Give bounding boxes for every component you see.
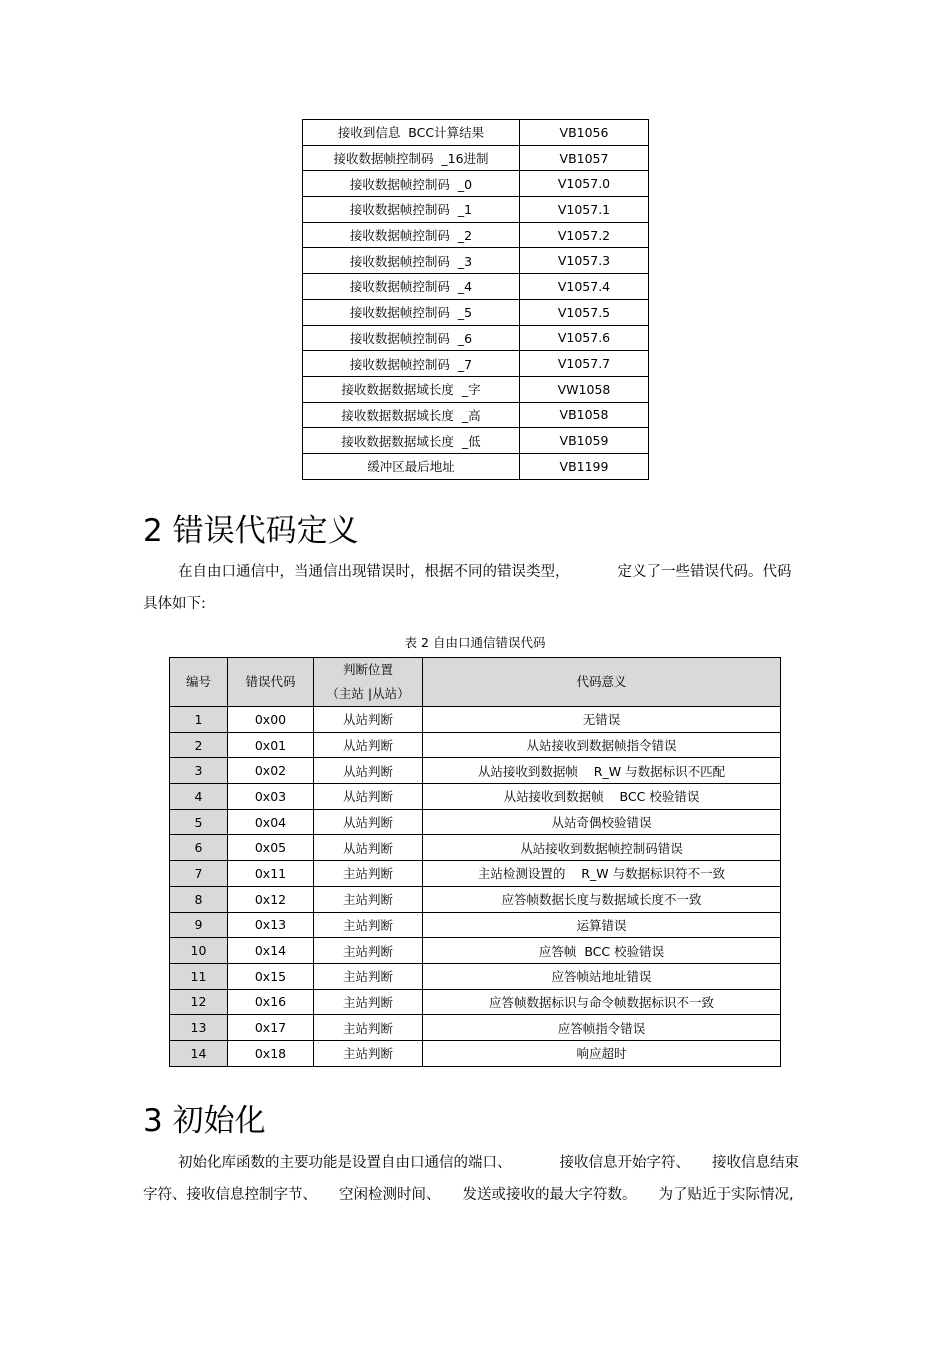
address-name-cell: 接收数据帧控制码 _5: [303, 299, 520, 325]
error-table-body: [170, 707, 781, 1067]
address-name-cell: 接收数据帧控制码 _7: [303, 351, 520, 377]
error-code-cell: 0x01: [228, 732, 314, 758]
row-number-cell: 14: [170, 1040, 228, 1066]
error-code-cell: 0x04: [228, 809, 314, 835]
error-code-cell: 0x02: [228, 758, 314, 784]
address-value-cell: V1057.3: [520, 248, 649, 274]
address-name-cell: 缓冲区最后地址: [303, 453, 520, 479]
address-value-cell: VB1056: [520, 120, 649, 146]
error-table-caption: 表 2 自由口通信错误代码: [404, 635, 546, 650]
code-meaning-cell: 从站接收到数据帧控制码错误: [423, 835, 781, 861]
error-table-row: [170, 912, 781, 938]
judge-position-cell: 从站判断: [314, 732, 423, 758]
section-2-text-b: 定义了一些错误代码。代码具体如下:: [143, 564, 792, 612]
address-table-row: [303, 248, 649, 274]
section-3-text-1c: 接收信息结束: [712, 1155, 799, 1171]
address-name-cell: 接收数据数据域长度 _低: [303, 428, 520, 454]
row-number-cell: 6: [170, 835, 228, 861]
error-table-row: [170, 758, 781, 784]
judge-position-cell: 从站判断: [314, 809, 423, 835]
row-number-cell: 10: [170, 938, 228, 964]
address-name-cell: 接收数据帧控制码 _3: [303, 248, 520, 274]
address-value-cell: V1057.5: [520, 299, 649, 325]
address-table-row: [303, 197, 649, 223]
address-value-cell: V1057.1: [520, 197, 649, 223]
address-name-cell: 接收数据帧控制码 _4: [303, 274, 520, 300]
error-table-row: [170, 784, 781, 810]
code-meaning-cell: 应答帧数据标识与命令帧数据标识不一致: [423, 989, 781, 1015]
judge-position-cell: 主站判断: [314, 938, 423, 964]
judge-position-cell: 主站判断: [314, 861, 423, 887]
section-3-paragraph: [143, 1147, 803, 1211]
address-table-row: [303, 351, 649, 377]
address-table-row: [303, 376, 649, 402]
judge-position-cell: 从站判断: [314, 707, 423, 733]
row-number-cell: 13: [170, 1015, 228, 1041]
error-table-row: [170, 861, 781, 887]
address-value-cell: V1057.2: [520, 222, 649, 248]
address-value-cell: VB1057: [520, 145, 649, 171]
judge-position-cell: 主站判断: [314, 1015, 423, 1041]
row-number-cell: 7: [170, 861, 228, 887]
row-number-cell: 12: [170, 989, 228, 1015]
section-3-heading: 3 初始化: [143, 1103, 266, 1139]
error-code-cell: 0x05: [228, 835, 314, 861]
error-code-cell: 0x00: [228, 707, 314, 733]
code-meaning-cell: 无错误: [423, 707, 781, 733]
judge-position-cell: 主站判断: [314, 886, 423, 912]
address-table-row: [303, 222, 649, 248]
address-value-cell: V1057.4: [520, 274, 649, 300]
judge-position-cell: 主站判断: [314, 963, 423, 989]
judge-position-cell: 从站判断: [314, 784, 423, 810]
address-table-row: [303, 120, 649, 146]
code-meaning-cell: 从站接收到数据帧指令错误: [423, 732, 781, 758]
judge-position-cell: 从站判断: [314, 835, 423, 861]
address-table-row: [303, 171, 649, 197]
address-value-cell: V1057.0: [520, 171, 649, 197]
section-3-text-2b: 空闲检测时间、: [339, 1187, 441, 1203]
code-meaning-cell: 主站检测设置的 R_W 与数据标识符不一致: [423, 861, 781, 887]
error-code-cell: 0x17: [228, 1015, 314, 1041]
address-table-body: [303, 120, 649, 480]
error-code-cell: 0x12: [228, 886, 314, 912]
address-value-cell: VB1199: [520, 453, 649, 479]
error-table-row: [170, 963, 781, 989]
header-meaning: 代码意义: [423, 658, 781, 707]
error-table-row: [170, 886, 781, 912]
address-table-row: [303, 325, 649, 351]
section-2-text-a: 在自由口通信中，当通信出现错误时，根据不同的错误类型，: [178, 564, 570, 580]
error-code-cell: 0x03: [228, 784, 314, 810]
error-code-cell: 0x16: [228, 989, 314, 1015]
row-number-cell: 1: [170, 707, 228, 733]
address-value-cell: VW1058: [520, 376, 649, 402]
section-3-text-1b: 接收信息开始字符、: [559, 1155, 690, 1171]
error-table-row: [170, 707, 781, 733]
row-number-cell: 9: [170, 912, 228, 938]
code-meaning-cell: 响应超时: [423, 1040, 781, 1066]
error-code-cell: 0x18: [228, 1040, 314, 1066]
judge-position-cell: 从站判断: [314, 758, 423, 784]
error-table-row: [170, 1040, 781, 1066]
judge-position-cell: 主站判断: [314, 1040, 423, 1066]
error-table-row: [170, 732, 781, 758]
row-number-cell: 5: [170, 809, 228, 835]
row-number-cell: 4: [170, 784, 228, 810]
address-table-row: [303, 299, 649, 325]
judge-position-cell: 主站判断: [314, 912, 423, 938]
error-code-table: [169, 657, 781, 1067]
address-value-cell: VB1058: [520, 402, 649, 428]
address-table-row: [303, 145, 649, 171]
header-code: 错误代码: [228, 658, 314, 707]
address-table: [302, 119, 649, 480]
address-name-cell: 接收数据帧控制码 _2: [303, 222, 520, 248]
address-value-cell: V1057.6: [520, 325, 649, 351]
error-code-cell: 0x11: [228, 861, 314, 887]
code-meaning-cell: 应答帧 BCC 校验错误: [423, 938, 781, 964]
section-2-heading: 2 错误代码定义: [143, 513, 359, 549]
judge-position-cell: 主站判断: [314, 989, 423, 1015]
address-table-row: [303, 402, 649, 428]
code-meaning-cell: 从站接收到数据帧 R_W 与数据标识不匹配: [423, 758, 781, 784]
row-number-cell: 8: [170, 886, 228, 912]
code-meaning-cell: 应答帧指令错误: [423, 1015, 781, 1041]
error-code-cell: 0x13: [228, 912, 314, 938]
error-code-cell: 0x14: [228, 938, 314, 964]
address-table-row: [303, 428, 649, 454]
address-value-cell: VB1059: [520, 428, 649, 454]
row-number-cell: 3: [170, 758, 228, 784]
error-table-row: [170, 835, 781, 861]
address-name-cell: 接收数据帧控制码 _6: [303, 325, 520, 351]
address-table-row: [303, 453, 649, 479]
section-2-paragraph: [143, 556, 803, 620]
code-meaning-cell: 从站奇偶校验错误: [423, 809, 781, 835]
row-number-cell: 11: [170, 963, 228, 989]
header-num: 编号: [170, 658, 228, 707]
error-table-row: [170, 1015, 781, 1041]
section-3-text-2a: 字符、接收信息控制字节、: [143, 1187, 317, 1203]
error-table-row: [170, 989, 781, 1015]
code-meaning-cell: 应答帧数据长度与数据域长度不一致: [423, 886, 781, 912]
header-position-line2: （主站 |从站）: [326, 686, 410, 701]
address-name-cell: 接收数据帧控制码 _0: [303, 171, 520, 197]
address-name-cell: 接收数据帧控制码 _16进制: [303, 145, 520, 171]
error-table-row: [170, 938, 781, 964]
address-name-cell: 接收数据帧控制码 _1: [303, 197, 520, 223]
row-number-cell: 2: [170, 732, 228, 758]
code-meaning-cell: 应答帧站地址错误: [423, 963, 781, 989]
header-position: [314, 658, 423, 707]
error-table-row: [170, 809, 781, 835]
address-name-cell: 接收数据数据域长度 _字: [303, 376, 520, 402]
error-table-header-row: [170, 658, 781, 707]
code-meaning-cell: 运算错误: [423, 912, 781, 938]
address-name-cell: 接收数据数据域长度 _高: [303, 402, 520, 428]
section-3-text-1a: 初始化库函数的主要功能是设置自由口通信的端口、: [178, 1155, 512, 1171]
address-value-cell: V1057.7: [520, 351, 649, 377]
header-position-line1: 判断位置: [342, 662, 393, 677]
address-table-row: [303, 274, 649, 300]
address-name-cell: 接收到信息 BCC计算结果: [303, 120, 520, 146]
section-3-text-2c: 发送或接收的最大字符数。: [462, 1187, 637, 1203]
code-meaning-cell: 从站接收到数据帧 BCC 校验错误: [423, 784, 781, 810]
section-3-text-2d: 为了贴近于实际情况,: [658, 1187, 794, 1203]
error-code-cell: 0x15: [228, 963, 314, 989]
